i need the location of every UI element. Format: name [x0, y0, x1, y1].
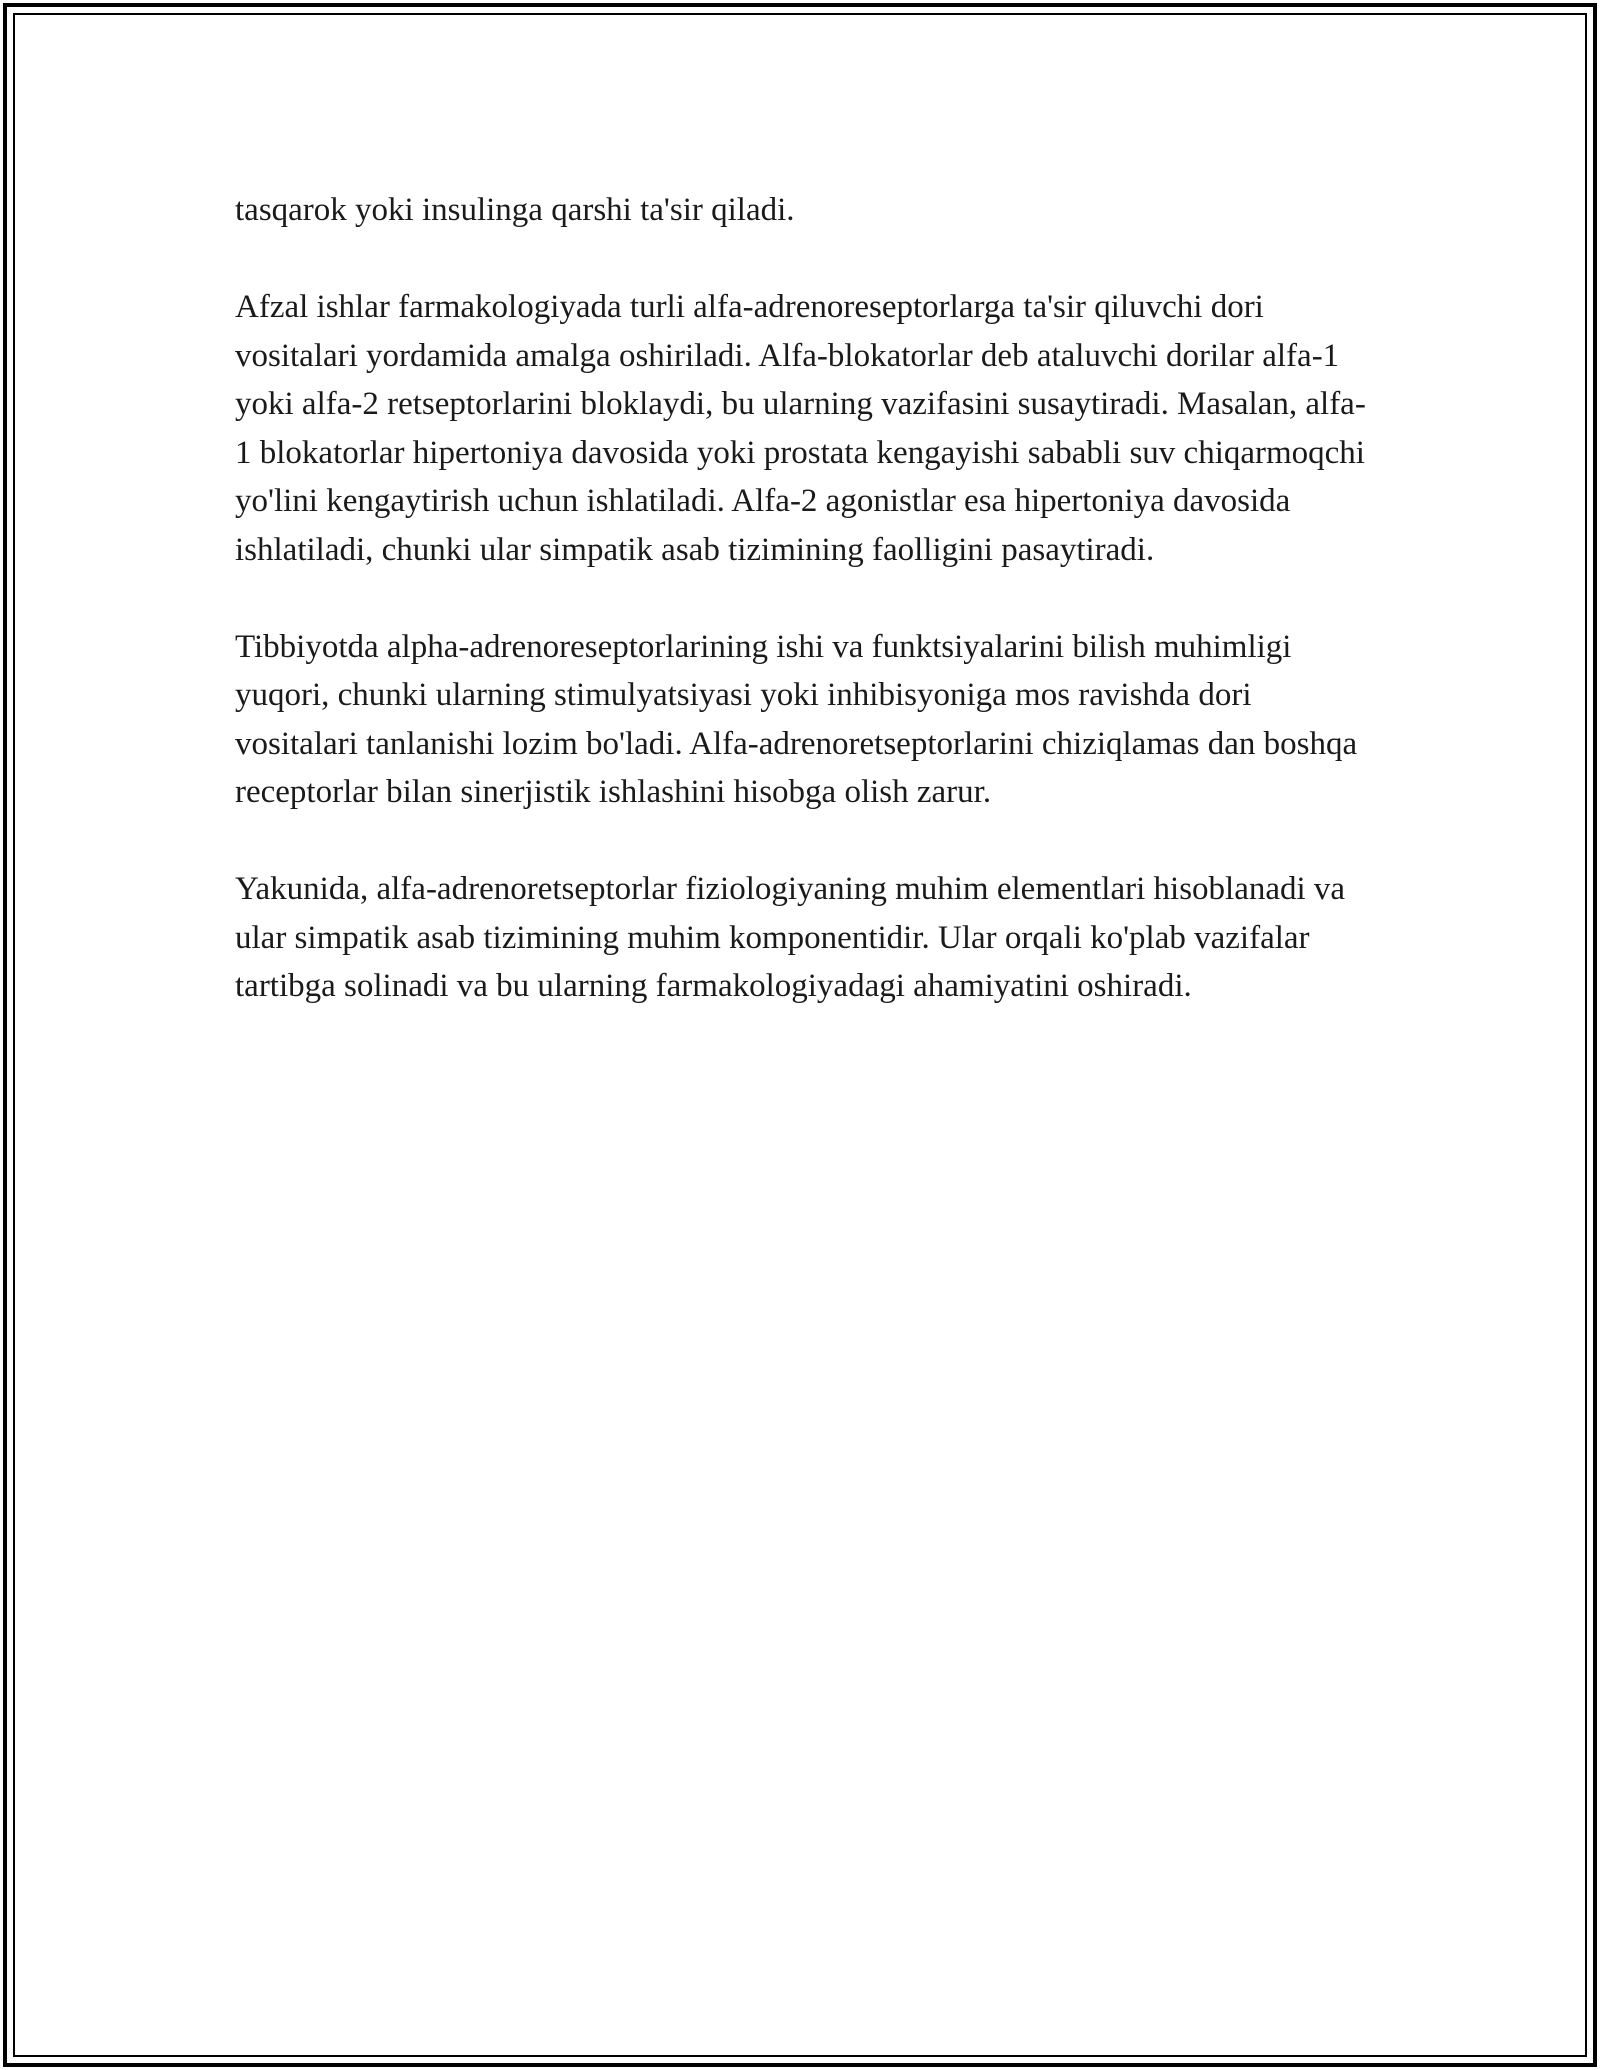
- paragraph-conclusion: Yakunida, alfa-adrenoretseptorlar fiziologiyaning muhim elementlari hisoblanadi va ular simpatik asab tizimining muhim komponentidir. Ular orqali ko'plab vazifalar tartibga solinadi va bu ularning farmakologiyadagi ahamiyatini oshiradi.: [235, 871, 1346, 1004]
- paragraph-pharmacology: Afzal ishlar farmakologiyada turli alfa-adrenoreseptorlarga ta'sir qiluvchi dori vositalari yordamida amalga oshiriladi. Alfa-blokatorlar deb ataluvchi dorilar alfa-1 yoki alfa-2 retseptorlarini bloklaydi, bu ularning vazifasini susaytiradi. Masalan, alfa-1 blokatorlar hipertoniya davosida yoki prostata kengayishi sababli suv chiqarmoqchi yo'lini kengaytirish uchun ishlatiladi. Alfa-2 agonistlar esa hipertoniya davosida ishlatiladi, chunki ular simpatik asab tizimining faolligini pasaytiradi.: [235, 289, 1366, 568]
- paragraph-medicine: Tibbiyotda alpha-adrenoreseptorlarining ishi va funktsiyalarini bilish muhimligi yuqori, chunki ularning stimulyatsiyasi yoki inhibisyoniga mos ravishda dori vositalari tanlanishi lozim bo'ladi. Alfa-adrenoretseptorlarini chiziqlamas dan boshqa receptorlar bilan sinerjistik ishlashini hisobga olish zarur.: [235, 628, 1358, 810]
- paragraph-continuation: tasqarok yoki insulinga qarshi ta'sir qiladi.: [235, 192, 795, 228]
- document-body: [235, 186, 1370, 1059]
